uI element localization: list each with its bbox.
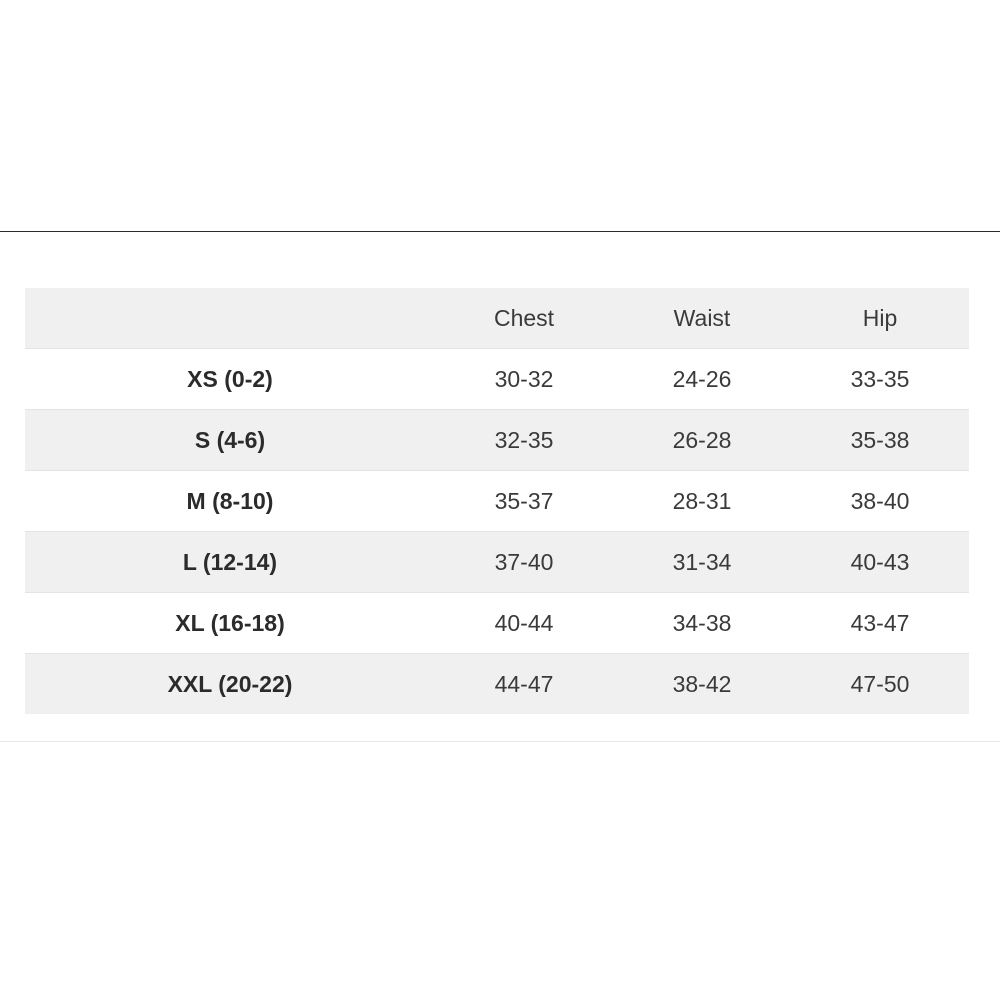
row-label-l: L (12-14) — [182, 548, 278, 575]
column-header-chest: Chest — [493, 304, 555, 331]
table-header-row — [25, 288, 969, 349]
cell-chest-xxl: 44-47 — [494, 670, 554, 697]
cell-waist-m: 28-31 — [613, 471, 791, 532]
row-label-xs: XS (0-2) — [25, 349, 435, 410]
cell-chest-xl: 40-44 — [435, 593, 613, 654]
divider-top — [0, 231, 1000, 232]
table-row — [25, 654, 969, 715]
table-header — [25, 288, 969, 349]
cell-chest-l: 37-40 — [494, 548, 554, 575]
cell-chest-s: 32-35 — [494, 426, 554, 453]
cell-hip-xs: 33-35 — [791, 349, 969, 410]
cell-hip-xxl: 47-50 — [850, 670, 910, 697]
cell-hip-s: 35-38 — [850, 426, 910, 453]
cell-waist-xl: 34-38 — [613, 593, 791, 654]
table-body — [25, 349, 969, 715]
cell-waist-l: 31-34 — [672, 548, 732, 575]
table-row — [25, 349, 969, 410]
table-row — [25, 532, 969, 593]
cell-hip-m: 38-40 — [791, 471, 969, 532]
row-label-m: M (8-10) — [25, 471, 435, 532]
table-row — [25, 410, 969, 471]
column-header-hip: Hip — [862, 304, 898, 331]
column-header-waist: Waist — [673, 304, 731, 331]
column-header-size — [25, 288, 435, 349]
cell-hip-xl: 43-47 — [791, 593, 969, 654]
row-label-xxl: XXL (20-22) — [167, 670, 293, 697]
cell-chest-xs: 30-32 — [435, 349, 613, 410]
size-chart-container — [25, 288, 969, 714]
divider-bottom — [0, 741, 1000, 742]
cell-chest-m: 35-37 — [435, 471, 613, 532]
cell-hip-l: 40-43 — [850, 548, 910, 575]
table-row — [25, 471, 969, 532]
cell-waist-xs: 24-26 — [613, 349, 791, 410]
size-chart-table — [25, 288, 969, 714]
table-row — [25, 593, 969, 654]
cell-waist-s: 26-28 — [672, 426, 732, 453]
row-label-xl: XL (16-18) — [25, 593, 435, 654]
row-label-s: S (4-6) — [194, 426, 266, 453]
cell-waist-xxl: 38-42 — [672, 670, 732, 697]
